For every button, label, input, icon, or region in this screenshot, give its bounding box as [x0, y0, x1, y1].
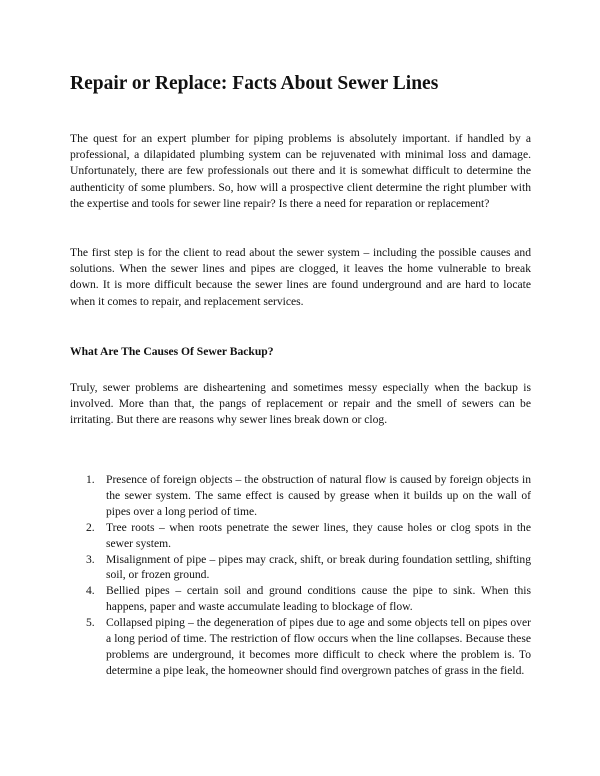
list-item-number: 2.: [86, 520, 95, 534]
list-item-text: Collapsed piping – the degeneration of pipes due to age and some objects tell on pipes over a long period of time. The restriction of flow occurs when the line collapses. Because these problems are underground, it becomes more difficult to check where the problem is. To determine a pipe leak, the homeowner should find overgrown patches of grass in the field.: [106, 616, 531, 677]
list-item: [70, 583, 531, 615]
first-step-paragraph: The first step is for the client to read about the sewer system – including the possible causes and solutions. When the sewer lines and pipes are clogged, it leaves the home vulnerable to break down. It is more difficult because the sewer lines are found underground and are hard to locate when it comes to repair, and replacement services.: [70, 246, 531, 308]
page-title: Repair or Replace: Facts About Sewer Lines: [70, 73, 439, 94]
list-item: [70, 615, 531, 679]
list-item-number: 1.: [86, 473, 95, 486]
list-item: [70, 552, 531, 584]
list-item-text: Tree roots – when roots penetrate the sewer lines, they cause holes or clog spots in the sewer system.: [106, 520, 531, 550]
section-heading: What Are The Causes Of Sewer Backup?: [70, 345, 274, 358]
list-item-number: 3.: [86, 552, 95, 566]
list-item-text: Presence of foreign objects – the obstruction of natural flow is caused by foreign objects in the sewer system. The same effect is caused by grease when it builds up on the wall of pipes over a long period of time.: [106, 473, 531, 518]
list-item: [70, 472, 531, 520]
list-item-number: 4.: [86, 584, 95, 598]
section-intro-paragraph: Truly, sewer problems are disheartening and sometimes messy especially when the backup is involved. More than that, the pangs of replacement or repair and the smell of sewers can be irritating. But there are reasons why sewer lines break down or clog.: [70, 381, 531, 427]
causes-list: [70, 472, 531, 679]
intro-paragraph: The quest for an expert plumber for piping problems is absolutely important. if handled by a professional, a dilapidated plumbing system can be rejuvenated with minimal loss and damage. Unfortunately, there are few professionals out there and it is somewhat difficult to determine the authenticity of some plumbers. So, how will a prospective client determine the right plumber with the expertise and tools for sewer line repair? Is there a need for reparation or replacement?: [70, 132, 531, 210]
list-item: [70, 520, 531, 552]
list-item-text: Bellied pipes – certain soil and ground conditions cause the pipe to sink. When this happens, paper and waste accumulate leading to blockage of flow.: [106, 584, 531, 614]
list-item-text: Misalignment of pipe – pipes may crack, shift, or break during foundation settling, shifting soil, or frozen ground.: [106, 552, 531, 582]
list-item-number: 5.: [86, 616, 95, 630]
